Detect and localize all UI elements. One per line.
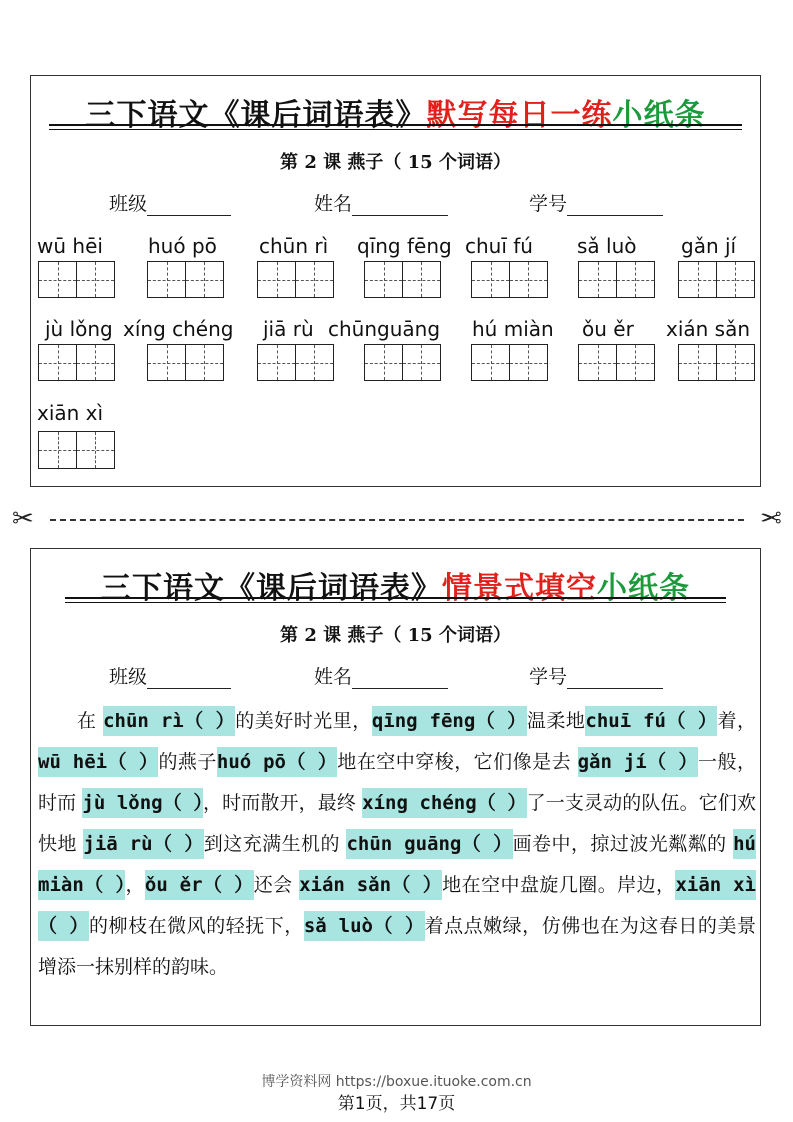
writing-grid[interactable] [678, 344, 753, 381]
student-number-field[interactable]: 学号 [529, 662, 663, 689]
word-pinyin: jù lǒng [45, 317, 113, 341]
word-pinyin: jiā rù [263, 317, 314, 341]
passage-text: 了一支灵动的队伍。它们欢快地 [38, 792, 756, 855]
passage-text: 画卷中，掠过波光粼粼的 [512, 833, 734, 855]
cloze-passage [38, 701, 756, 988]
lesson-subtitle: 第 2 课 燕子（ 15 个词语） [280, 152, 511, 173]
writing-grid[interactable] [578, 261, 653, 298]
passage-text: 在 [38, 710, 104, 732]
class-field[interactable]: 班级 [109, 189, 231, 216]
passage-text: 地在空中盘旋几圈。岸边， [442, 874, 676, 896]
writing-grid[interactable] [147, 261, 222, 298]
writing-grid[interactable] [471, 261, 546, 298]
pinyin-blank[interactable]: gǎn jí（ ） [578, 747, 698, 777]
name-field[interactable]: 姓名 [314, 662, 448, 689]
writing-grid[interactable] [257, 261, 332, 298]
pinyin-blank[interactable]: huó pō（ ） [217, 747, 337, 777]
writing-grid[interactable] [147, 344, 222, 381]
writing-grid[interactable] [578, 344, 653, 381]
passage-text: 到这充满生机的 [203, 833, 347, 855]
word-pinyin: ǒu ěr [582, 317, 634, 341]
word-pinyin: chūn rì [259, 234, 329, 258]
passage-text: 温柔地 [526, 710, 586, 732]
writing-grid[interactable] [38, 261, 113, 298]
source-watermark: 博学资料网 https://boxue.ituoke.com.cn [261, 1074, 532, 1090]
writing-grid[interactable] [38, 344, 113, 381]
title-underline [65, 597, 726, 599]
card-title: 三下语文《课后词语表》情景式填空小纸条 [101, 571, 690, 606]
pinyin-blank[interactable]: jù lǒng（ ） [82, 788, 203, 818]
title-underline [49, 124, 742, 126]
pinyin-blank[interactable]: hú miàn（ ） [38, 829, 756, 900]
word-pinyin: sǎ luò [577, 234, 637, 258]
word-pinyin: xián sǎn [666, 317, 751, 341]
word-pinyin: hú miàn [472, 317, 554, 341]
pinyin-blank[interactable]: chūn rì（ ） [103, 706, 235, 736]
word-pinyin: wū hēi [37, 234, 103, 258]
word-pinyin: chūnguāng [328, 317, 441, 341]
passage-text: ，时而散开，最终 [203, 792, 363, 814]
lesson-subtitle: 第 2 课 燕子（ 15 个词语） [280, 625, 511, 646]
title-underline-thin [65, 602, 726, 603]
scissors-icon: ✂ [12, 504, 34, 534]
pinyin-blank[interactable]: xiān xì（ ） [38, 870, 756, 941]
class-field[interactable]: 班级 [109, 662, 231, 689]
dictation-card [30, 75, 761, 487]
writing-grid[interactable] [471, 344, 546, 381]
passage-text: 一般，时而 [38, 751, 756, 814]
passage-text: 着点点嫩绿，仿佛也在为这春日的美景增添一抹别样的韵味。 [38, 915, 756, 978]
writing-grid[interactable] [364, 344, 439, 381]
word-pinyin: chuī fú [465, 234, 533, 258]
passage-text: 着， [717, 710, 756, 732]
passage-text: 地在空中穿梭，它们像是去 [337, 751, 578, 773]
pinyin-blank[interactable]: xíng chéng（ ） [362, 788, 526, 818]
word-pinyin: xíng chéng [123, 317, 234, 341]
pinyin-blank[interactable]: qīng fēng（ ） [372, 706, 527, 736]
pinyin-blank[interactable]: chūn guāng（ ） [346, 829, 512, 859]
passage-text: 的美好时光里， [235, 710, 372, 732]
writing-grid[interactable] [257, 344, 332, 381]
name-field[interactable]: 姓名 [314, 189, 448, 216]
writing-grid[interactable] [38, 431, 113, 469]
passage-text: 的柳枝在微风的轻抚下， [89, 915, 304, 937]
student-number-field[interactable]: 学号 [529, 189, 663, 216]
page-number: 第1页，共17页 [337, 1094, 456, 1114]
title-underline-thin [49, 129, 742, 130]
word-pinyin: gǎn jí [681, 234, 737, 258]
passage-text: ， [125, 874, 145, 896]
writing-grid[interactable] [364, 261, 439, 298]
pinyin-blank[interactable]: wū hēi（ ） [38, 747, 158, 777]
passage-text: 的燕子 [158, 751, 217, 773]
scissors-icon: ✂ [760, 504, 782, 534]
word-pinyin: qīng fēng [357, 234, 452, 258]
pinyin-blank[interactable]: ǒu ěr（ ） [145, 870, 254, 900]
pinyin-blank[interactable]: chuī fú（ ） [585, 706, 717, 736]
pinyin-blank[interactable]: xián sǎn（ ） [299, 870, 442, 900]
word-pinyin: xiān xì [37, 401, 104, 425]
cut-line [12, 504, 782, 534]
word-pinyin: huó pō [148, 234, 217, 258]
pinyin-blank[interactable]: sǎ luò（ ） [304, 911, 425, 941]
pinyin-blank[interactable]: jiā rù（ ） [83, 829, 203, 859]
writing-grid[interactable] [678, 261, 753, 298]
passage-text: 还会 [253, 874, 300, 896]
card-title: 三下语文《课后词语表》默写每日一练小纸条 [85, 98, 706, 133]
